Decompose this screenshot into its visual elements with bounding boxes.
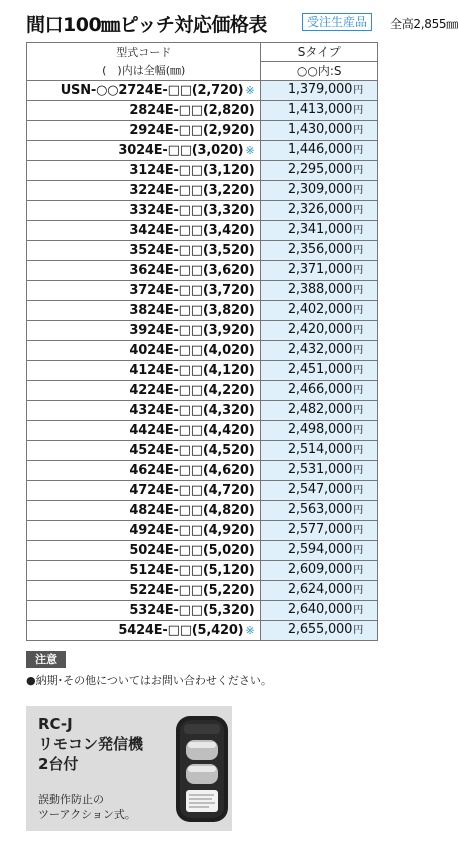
price-cell xyxy=(261,421,378,441)
table-row xyxy=(27,201,378,221)
table-row xyxy=(27,161,378,181)
yen-unit: 円 xyxy=(353,525,363,536)
price-value: 2,466,000 xyxy=(287,382,353,397)
price-value: 2,295,000 xyxy=(287,162,353,177)
yen-unit: 円 xyxy=(353,185,363,196)
model-code-cell xyxy=(27,301,261,321)
model-code-text: 4024E-□□(4,020) xyxy=(129,342,255,358)
yen-unit: 円 xyxy=(353,265,363,276)
price-cell xyxy=(261,141,378,161)
model-code-text: 4124E-□□(4,120) xyxy=(129,362,255,378)
model-code-text: 4824E-□□(4,820) xyxy=(129,502,255,518)
price-cell xyxy=(261,301,378,321)
reference-mark: ※ xyxy=(245,83,255,97)
model-code-text: 4924E-□□(4,920) xyxy=(129,522,255,538)
price-cell xyxy=(261,101,378,121)
price-cell xyxy=(261,161,378,181)
price-value: 2,640,000 xyxy=(287,602,353,617)
yen-unit: 円 xyxy=(353,485,363,496)
price-cell xyxy=(261,241,378,261)
yen-unit: 円 xyxy=(353,625,363,636)
table-row xyxy=(27,581,378,601)
price-cell xyxy=(261,81,378,101)
yen-unit: 円 xyxy=(353,425,363,436)
price-cell xyxy=(261,181,378,201)
price-value: 2,594,000 xyxy=(287,542,353,557)
model-code-text: 4524E-□□(4,520) xyxy=(129,442,255,458)
model-code-cell xyxy=(27,561,261,581)
table-row xyxy=(27,361,378,381)
price-value: 1,430,000 xyxy=(287,122,353,137)
price-value: 1,413,000 xyxy=(287,102,353,117)
yen-unit: 円 xyxy=(353,205,363,216)
price-cell xyxy=(261,361,378,381)
yen-unit: 円 xyxy=(353,245,363,256)
model-code-text: 5224E-□□(5,220) xyxy=(129,582,255,598)
price-cell xyxy=(261,221,378,241)
model-code-cell xyxy=(27,421,261,441)
model-code-cell xyxy=(27,181,261,201)
model-code-cell xyxy=(27,401,261,421)
price-cell xyxy=(261,121,378,141)
price-value: 2,420,000 xyxy=(287,322,353,337)
price-value: 2,309,000 xyxy=(287,182,353,197)
model-code-text: 4624E-□□(4,620) xyxy=(129,462,255,478)
model-code-cell xyxy=(27,481,261,501)
yen-unit: 円 xyxy=(353,565,363,576)
price-cell xyxy=(261,321,378,341)
remote-info-box xyxy=(26,706,232,831)
price-cell xyxy=(261,541,378,561)
yen-unit: 円 xyxy=(353,585,363,596)
page-title: 間口100㎜ピッチ対応価格表 xyxy=(26,14,267,36)
price-cell xyxy=(261,501,378,521)
price-value: 2,432,000 xyxy=(287,342,353,357)
price-value: 2,451,000 xyxy=(287,362,353,377)
price-cell xyxy=(261,601,378,621)
price-cell xyxy=(261,521,378,541)
price-value: 2,326,000 xyxy=(287,202,353,217)
model-code-cell xyxy=(27,541,261,561)
yen-unit: 円 xyxy=(353,145,363,156)
model-code-cell xyxy=(27,281,261,301)
table-row xyxy=(27,501,378,521)
table-row xyxy=(27,281,378,301)
table-row xyxy=(27,441,378,461)
table-row xyxy=(27,481,378,501)
table-row xyxy=(27,241,378,261)
table-row xyxy=(27,541,378,561)
model-code-cell xyxy=(27,161,261,181)
yen-unit: 円 xyxy=(353,545,363,556)
model-code-text: 3824E-□□(3,820) xyxy=(129,302,255,318)
model-code-text: USN-○○2724E-□□(2,720) xyxy=(60,82,244,98)
price-cell xyxy=(261,281,378,301)
price-value: 2,609,000 xyxy=(287,562,353,577)
yen-unit: 円 xyxy=(353,285,363,296)
note-label: 注意 xyxy=(26,651,66,668)
model-code-cell xyxy=(27,361,261,381)
model-code-text: 2824E-□□(2,820) xyxy=(129,102,255,118)
price-value: 2,624,000 xyxy=(287,582,353,597)
model-code-text: 3524E-□□(3,520) xyxy=(129,242,255,258)
yen-unit: 円 xyxy=(353,465,363,476)
model-code-cell xyxy=(27,241,261,261)
yen-unit: 円 xyxy=(353,165,363,176)
price-value: 2,531,000 xyxy=(287,462,353,477)
made-to-order-badge: 受注生産品 xyxy=(302,13,372,31)
table-row xyxy=(27,601,378,621)
price-cell xyxy=(261,561,378,581)
model-code-text: 5124E-□□(5,120) xyxy=(129,562,255,578)
model-code-text: 3724E-□□(3,720) xyxy=(129,282,255,298)
yen-unit: 円 xyxy=(353,305,363,316)
model-code-text: 3024E-□□(3,020) xyxy=(118,142,244,158)
price-value: 2,498,000 xyxy=(287,422,353,437)
yen-unit: 円 xyxy=(353,85,363,96)
price-value: 2,577,000 xyxy=(287,522,353,537)
table-row xyxy=(27,341,378,361)
yen-unit: 円 xyxy=(353,445,363,456)
yen-unit: 円 xyxy=(353,325,363,336)
model-code-cell xyxy=(27,381,261,401)
price-cell xyxy=(261,581,378,601)
remote-control-icon xyxy=(154,712,234,826)
model-code-cell xyxy=(27,601,261,621)
model-code-cell xyxy=(27,441,261,461)
price-value: 2,356,000 xyxy=(287,242,353,257)
yen-unit: 円 xyxy=(353,105,363,116)
remote-name: RC-J リモコン発信機 2台付 xyxy=(38,715,144,773)
model-code-text: 3324E-□□(3,320) xyxy=(129,202,255,218)
model-code-cell xyxy=(27,201,261,221)
table-row xyxy=(27,421,378,441)
yen-unit: 円 xyxy=(353,505,363,516)
model-code-header-line1: 型式コード xyxy=(116,45,172,59)
yen-unit: 円 xyxy=(353,385,363,396)
model-code-cell xyxy=(27,501,261,521)
price-cell xyxy=(261,401,378,421)
model-code-text: 5024E-□□(5,020) xyxy=(129,542,255,558)
price-cell xyxy=(261,261,378,281)
page-header xyxy=(26,10,456,34)
total-height-label: 全高2,855㎜ xyxy=(390,17,458,31)
model-code-text: 5424E-□□(5,420) xyxy=(118,622,244,638)
price-value: 2,563,000 xyxy=(287,502,353,517)
table-row xyxy=(27,521,378,541)
price-table xyxy=(26,42,378,641)
model-code-cell xyxy=(27,321,261,341)
remote-description: 誤動作防止の ツーアクション式。 xyxy=(38,793,136,821)
yen-unit: 円 xyxy=(353,605,363,616)
price-value: 2,482,000 xyxy=(287,402,353,417)
table-row xyxy=(27,181,378,201)
reference-mark: ※ xyxy=(245,143,255,157)
s-type-subheader: ○○内:S xyxy=(261,62,378,81)
model-code-header xyxy=(27,43,261,81)
price-cell xyxy=(261,461,378,481)
model-code-cell xyxy=(27,141,261,161)
model-code-cell xyxy=(27,121,261,141)
table-row xyxy=(27,221,378,241)
model-code-cell xyxy=(27,581,261,601)
yen-unit: 円 xyxy=(353,405,363,416)
price-cell xyxy=(261,201,378,221)
table-row xyxy=(27,621,378,641)
model-code-text: 4324E-□□(4,320) xyxy=(129,402,255,418)
table-row xyxy=(27,81,378,101)
table-row xyxy=(27,321,378,341)
model-code-cell xyxy=(27,261,261,281)
price-cell xyxy=(261,381,378,401)
model-code-cell xyxy=(27,521,261,541)
table-row xyxy=(27,261,378,281)
note-text: ●納期･その他についてはお問い合わせください。 xyxy=(26,674,272,687)
model-code-text: 3624E-□□(3,620) xyxy=(129,262,255,278)
price-value: 1,446,000 xyxy=(287,142,353,157)
model-code-cell xyxy=(27,341,261,361)
table-row xyxy=(27,561,378,581)
price-value: 2,402,000 xyxy=(287,302,353,317)
model-code-cell xyxy=(27,221,261,241)
model-code-text: 3224E-□□(3,220) xyxy=(129,182,255,198)
reference-mark: ※ xyxy=(245,623,255,637)
price-value: 2,371,000 xyxy=(287,262,353,277)
model-code-header-line2: ( )内は全幅(㎜) xyxy=(102,63,186,77)
yen-unit: 円 xyxy=(353,345,363,356)
model-code-text: 4424E-□□(4,420) xyxy=(129,422,255,438)
table-row xyxy=(27,461,378,481)
yen-unit: 円 xyxy=(353,365,363,376)
model-code-cell xyxy=(27,101,261,121)
price-value: 1,379,000 xyxy=(287,82,353,97)
model-code-text: 2924E-□□(2,920) xyxy=(129,122,255,138)
yen-unit: 円 xyxy=(353,125,363,136)
table-row xyxy=(27,401,378,421)
model-code-cell xyxy=(27,81,261,101)
model-code-text: 3924E-□□(3,920) xyxy=(129,322,255,338)
model-code-text: 4724E-□□(4,720) xyxy=(129,482,255,498)
s-type-header: Sタイプ xyxy=(261,43,378,62)
table-row xyxy=(27,301,378,321)
model-code-cell xyxy=(27,461,261,481)
yen-unit: 円 xyxy=(353,225,363,236)
price-value: 2,655,000 xyxy=(287,622,353,637)
price-value: 2,514,000 xyxy=(287,442,353,457)
price-cell xyxy=(261,621,378,641)
table-row xyxy=(27,141,378,161)
table-header-row xyxy=(27,43,378,62)
price-cell xyxy=(261,341,378,361)
price-cell xyxy=(261,481,378,501)
model-code-text: 5324E-□□(5,320) xyxy=(129,602,255,618)
table-row xyxy=(27,101,378,121)
price-value: 2,547,000 xyxy=(287,482,353,497)
table-row xyxy=(27,381,378,401)
model-code-text: 3124E-□□(3,120) xyxy=(129,162,255,178)
model-code-text: 4224E-□□(4,220) xyxy=(129,382,255,398)
price-cell xyxy=(261,441,378,461)
price-value: 2,341,000 xyxy=(287,222,353,237)
model-code-text: 3424E-□□(3,420) xyxy=(129,222,255,238)
price-value: 2,388,000 xyxy=(287,282,353,297)
table-row xyxy=(27,121,378,141)
model-code-cell xyxy=(27,621,261,641)
